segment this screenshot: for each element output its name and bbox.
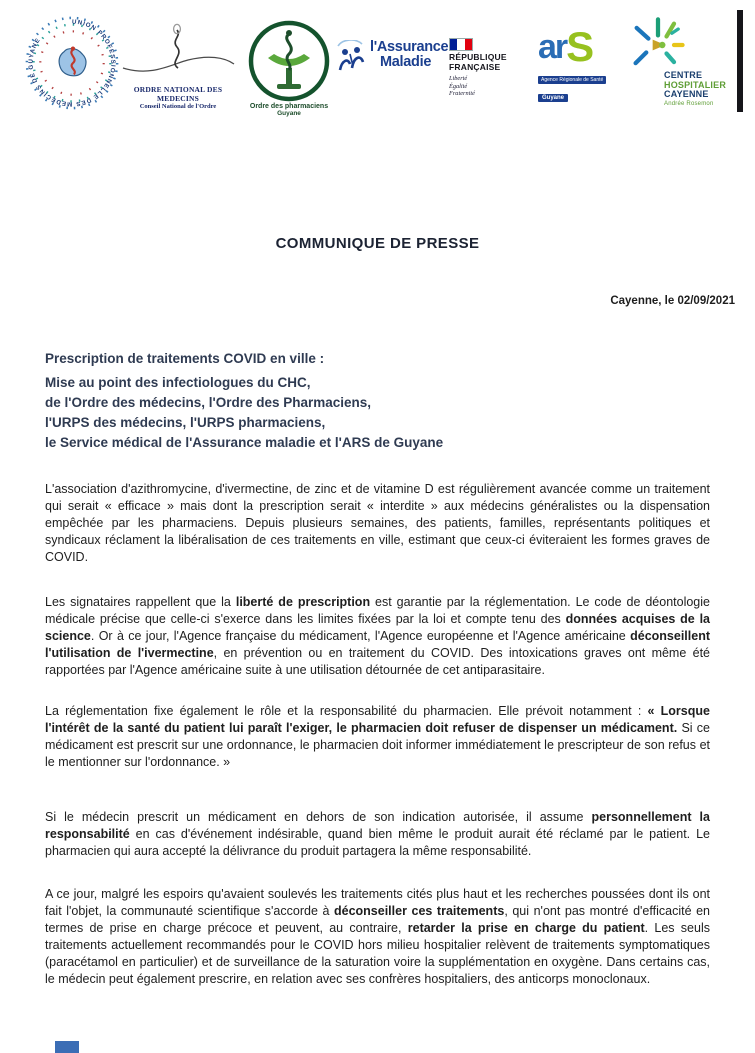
republique-line2: FRANÇAISE bbox=[449, 61, 501, 72]
footer-cut-graphic bbox=[55, 1041, 79, 1053]
ordre-medecins-logo bbox=[120, 22, 236, 110]
headline-line-1: Prescription de traitements COVID en ville : bbox=[45, 351, 325, 366]
headline-block bbox=[45, 349, 710, 453]
ars-wordmark-s: S bbox=[566, 23, 595, 70]
paragraph-1: L'association d'azithromycine, d'ivermectine, de zinc et de vitamine D est régulièrement avancée comme un traitement qui serait « efficace » mais dont la prescription serait « interdite » aux médecins généralistes ou la dispensation empêchée par les pharmaciens. Depuis plusieurs semaines, des patients, familles, représentants politiques et syndicaux réclament la libéralisation de ces traitements en ville, estimant que ceux-ci éviteraient les formes graves de COVID. bbox=[45, 482, 710, 564]
paragraph-5: A ce jour, malgré les espoirs qu'avaient soulevés les traitements cités plus haut et les recherches poussées dont ils ont fait l'objet, la communauté scientifique s'accorde à déconseiller ces traitements, qui n'ont pas montré d'efficacité en termes de prise en charge précoce et peuvent, au contraire, retarder la prise en charge du patient. Les seuls traitements actuellement recommandés pour le COVID hors milieu hospitalier relèvent de traitements symptomatiques (paracétamol en particulier) et de surveillance de la saturation voire la supplémentation en oxygène. Dans certains cas, le médecin peut également prescrire, en relation avec ses confrères hospitaliers, des anticorps monoclonaux. bbox=[45, 887, 710, 986]
ars-region: Guyane bbox=[538, 94, 568, 102]
headline-line-5: le Service médical de l'Assurance maladie et l'ARS de Guyane bbox=[45, 435, 444, 450]
motto-liberte: Liberté bbox=[449, 75, 468, 82]
assurance-maladie-line2: Maladie bbox=[380, 54, 432, 70]
chc-line3: CAYENNE bbox=[664, 89, 709, 99]
serpent-caduceus-icon bbox=[120, 22, 236, 82]
paragraph-2: Les signataires rappellent que la liberté de prescription est garantie par la réglementation. Le code de déontologie médicale précise que celle-ci s'exerce dans les limites fixées par la loi et compte tenu des données acquises de la science. Or à ce jour, l'Agence française du médicament, l'Agence européenne et l'Agence américaine déconseillent l'utilisation de l'ivermectine, en prévention ou en traitement du COVID. Des intoxications graves ont même été rapportées par l'Agence américaine suite à une utilisation détournée de cet antiparasitaire. bbox=[45, 595, 710, 677]
urps-seal-icon bbox=[24, 12, 120, 114]
assurance-maladie-figures-icon bbox=[334, 40, 368, 76]
assurance-maladie-logo bbox=[334, 40, 448, 76]
motto-fraternite: Fraternité bbox=[449, 90, 475, 97]
chc-line2: HOSPITALIER bbox=[664, 79, 727, 90]
ordre-medecins-name: ORDRE NATIONAL DES MEDECINS bbox=[133, 85, 223, 103]
logo-strip bbox=[0, 0, 755, 130]
bowl-of-hygieia-icon bbox=[242, 18, 336, 112]
ch-cayenne-logo bbox=[626, 14, 744, 108]
ordre-pharmaciens-region: Guyane bbox=[277, 110, 301, 117]
motto-egalite: Égalité bbox=[449, 82, 468, 90]
paragraph-3: La réglementation fixe également le rôle et la responsabilité du pharmacien. Elle prévoit notamment : « Lorsque l'intérêt de la santé du patient lui paraît l'exiger, le pharmacien doit refuser de dispenser un médicament. Si ce médicament est prescrit sur une ordonnance, le pharmacien doit informer immédiatement le prescripteur de son refus et le mentionner sur l'ordonnance. » bbox=[45, 704, 710, 769]
chc-line4: Andrée Rosemon bbox=[664, 100, 714, 107]
page-title: COMMUNIQUE DE PRESSE bbox=[275, 235, 480, 252]
headline-line-3: de l'Ordre des médecins, l'Ordre des Pharmaciens, bbox=[45, 395, 372, 410]
chc-line1: CENTRE bbox=[664, 70, 703, 80]
assurance-maladie-wordmark bbox=[370, 40, 448, 70]
headline-line-2: Mise au point des infectiologues du CHC, bbox=[45, 375, 311, 390]
republique-francaise-logo bbox=[449, 38, 519, 98]
ordre-medecins-caption bbox=[120, 85, 236, 110]
scan-edge-artifact bbox=[737, 10, 743, 112]
republique-line1: RÉPUBLIQUE bbox=[449, 52, 507, 62]
french-flag-icon bbox=[449, 38, 473, 51]
ordre-pharmaciens-name: Ordre des pharmaciens bbox=[249, 103, 329, 110]
assurance-maladie-line1: l'Assurance bbox=[370, 39, 449, 55]
starburst-icon bbox=[626, 14, 690, 76]
dateline: Cayenne, le 02/09/2021 bbox=[610, 295, 735, 307]
ch-cayenne-caption bbox=[664, 71, 744, 108]
urps-medecins-guyane-logo bbox=[24, 12, 120, 114]
paragraph-4: Si le médecin prescrit un médicament en dehors de son indication autorisée, il assume personnellement la responsabilité en cas d'événement indésirable, quand bien même le produit aurait été réclamé par le patient. Le pharmacien qui aura accepté la délivrance du produit partagera la même responsabilité. bbox=[45, 810, 710, 858]
body-copy bbox=[45, 481, 710, 988]
ars-wordmark-ar: ar bbox=[538, 28, 567, 66]
ordre-pharmaciens-logo bbox=[242, 18, 336, 117]
ars-subtitle: Agence Régionale de Santé bbox=[538, 76, 606, 84]
ars-guyane-logo bbox=[538, 23, 628, 104]
urps-ring-text: UNION PROFESSIONNELLE DES MEDECINS DE GUYANE bbox=[27, 18, 117, 108]
republique-motto bbox=[449, 75, 519, 98]
headline-line-4: l'URPS des médecins, l'URPS pharmaciens, bbox=[45, 415, 326, 430]
ordre-medecins-subname: Conseil National de l'Ordre bbox=[139, 103, 217, 110]
ars-wordmark bbox=[538, 23, 628, 70]
